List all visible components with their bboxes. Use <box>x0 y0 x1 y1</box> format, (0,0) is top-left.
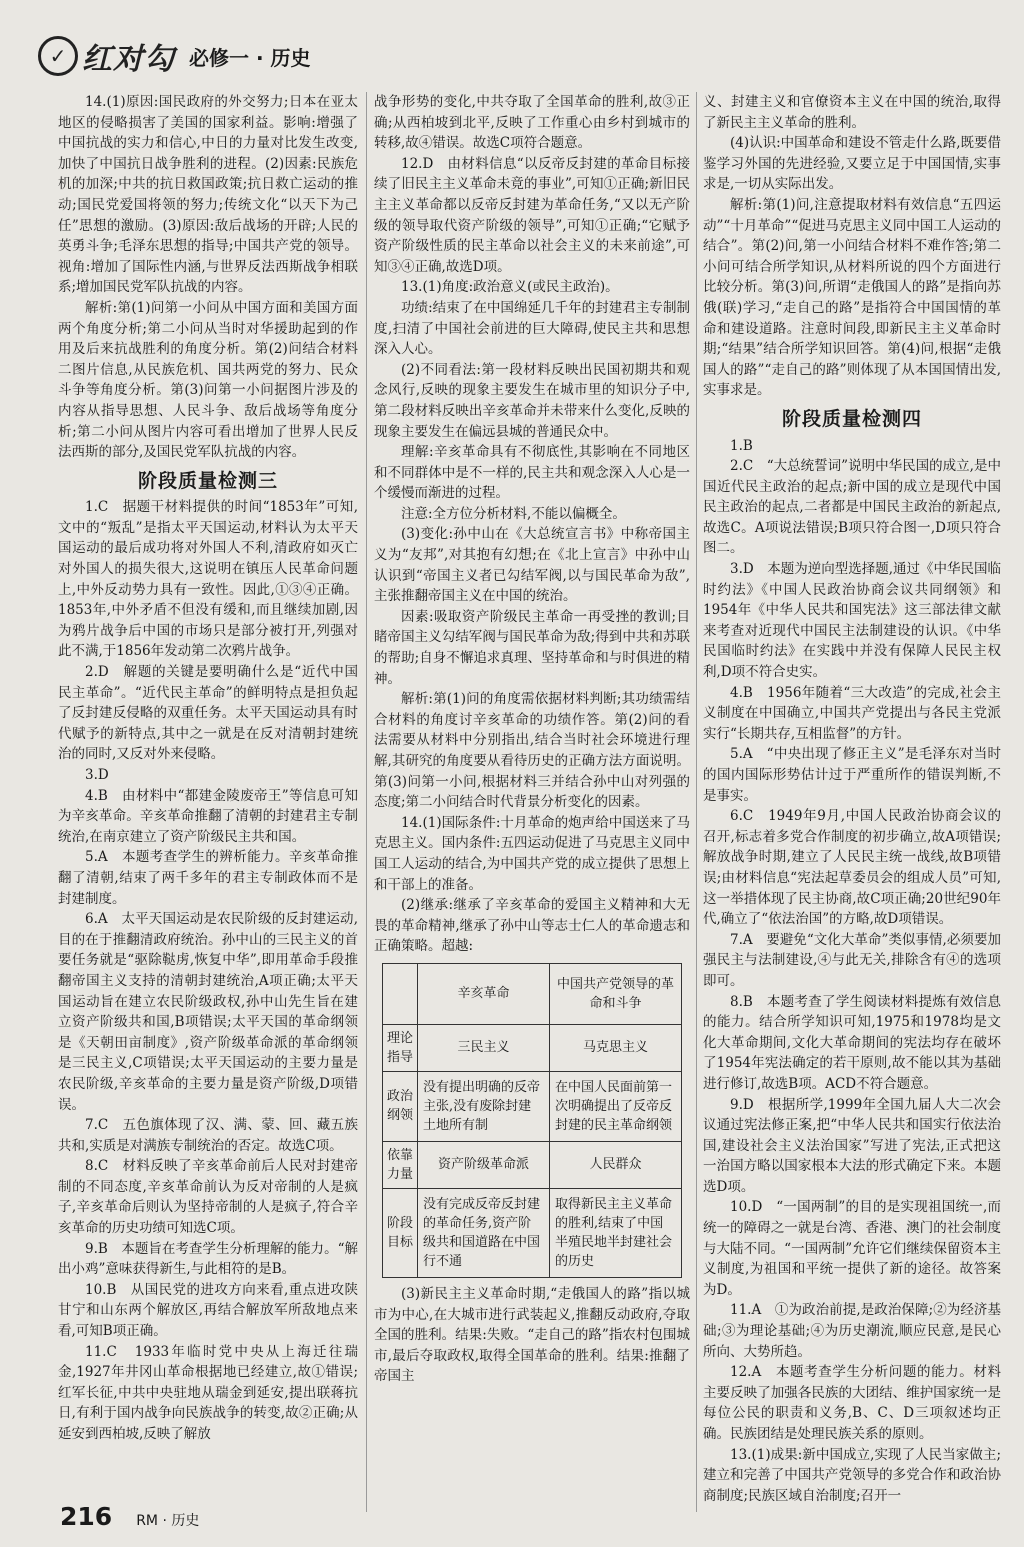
subject-title: 必修一 · 历史 <box>189 45 311 70</box>
answer-paragraph: 10.D “一国两制”的目的是实现祖国统一,而统一的障碍之一就是台湾、香港、澳门的社会制度与大陆不同。“一国两制”允许它们继续保留资本主义制度,为祖国和平统一提供了新的途径。故答案为D。 <box>703 1199 1001 1298</box>
table-row <box>383 1024 682 1071</box>
table-cell: 人民群众 <box>550 1141 682 1188</box>
analysis-paragraph: 解析:第(1)问第一小问从中国方面和美国方面两个角度分析;第二小问从当时对华援助起到的作用及后来抗战胜利的角度分析。第(2)问结合材料二图片信息,从民族危机、国共两党的努力、民众斗争等角度分析。第(3)问第一小问据图片涉及的内容从指导思想、人民斗争、敌后战场等角度分析;第二小问从图片内容可看出增加了世界人民反法西斯的部分,及国民党军队抗战的内容。 <box>58 299 358 461</box>
footer <box>60 1502 199 1531</box>
answer-paragraph: (2)继承:继承了辛亥革命的爱国主义精神和大无畏的革命精神,继承了孙中山等志士仁人的革命遗志和正确策略。超越: <box>374 897 690 955</box>
answer-paragraph: 因素:吸取资产阶级民主革命一再受挫的教训;目睹帝国主义勾结军阀与国民革命为敌;得到中共和苏联的帮助;自身不懈追求真理、坚持革命和与时俱进的精神。 <box>374 608 690 687</box>
answer-paragraph: 2.C “大总统誓词”说明中华民国的成立,是中国近代民主政治的起点;新中国的成立是现代中国民主政治的起点,二者都是中国民主政治的新起点,故选C。A项说法错误;B项只符合图一,D项只符合图二。 <box>703 458 1001 557</box>
answer-paragraph: 1.B <box>730 437 753 454</box>
answer-paragraph: 11.A ①为政治前提,是政治保障;②为经济基础;③为理论基础;④为历史潮流,顺应民意,是民心所向、大势所趋。 <box>703 1302 1001 1360</box>
answer-paragraph: 11.C 1933年临时党中央从上海迁往瑞金,1927年井冈山革命根据地已经建立,故①错误;红军长征,中共中央驻地从瑞金到延安,提出联蒋抗日,有利于国内战争向民族战争的转变,故②正确;从延安到西柏坡,反映了解放 <box>58 1343 358 1442</box>
answer-paragraph: 8.B 本题考查了学生阅读材料提炼有效信息的能力。结合所学知识可知,1975和1978均是文化大革命期间,文化大革命期间的宪法均存在破坏了1954年宪法确定的若干原则,故不能以其为基础进行修订,故选B项。ACD不符合题意。 <box>703 993 1001 1092</box>
column-left <box>58 92 358 1445</box>
table-row <box>383 1141 682 1188</box>
answer-paragraph: 战争形势的变化,中共夺取了全国革命的胜利,故③正确;从西柏坡到北平,反映了工作重心由乡村到城市的转移,故④错误。故选C项符合题意。 <box>374 94 690 152</box>
comparison-table <box>382 963 682 1278</box>
table-cell: 三民主义 <box>418 1024 550 1071</box>
table-row-header: 理论指导 <box>383 1024 418 1071</box>
checkmark-icon: ✓ <box>38 36 78 76</box>
answer-paragraph: 4.B 1956年随着“三大改造”的完成,社会主义制度在中国确立,中国共产党提出与各民主党派实行“长期共存,互相监督”的方针。 <box>703 684 1001 742</box>
answer-paragraph: 5.A “中央出现了修正主义”是毛泽东对当时的国内国际形势估计过于严重所作的错误判断,不是事实。 <box>703 746 1001 804</box>
header <box>38 28 311 84</box>
answer-paragraph: 13.(1)成果:新中国成立,实现了人民当家做主;建立和完善了中国共产党领导的多党合作和政治协商制度;民族区域自治制度;召开一 <box>703 1446 1001 1504</box>
table-row <box>383 1188 682 1277</box>
section-title: 阶段质量检测三 <box>137 469 278 492</box>
answer-paragraph: 理解:辛亥革命具有不彻底性,其影响在不同地区和不同群体中是不一样的,民主共和观念深入人心是一个缓慢而渐进的过程。 <box>374 444 690 502</box>
answer-paragraph: 注意:全方位分析材料,不能以偏概全。 <box>401 505 626 522</box>
answer-paragraph: (4)认识:中国革命和建设不管走什么路,既要借鉴学习外国的先进经验,又要立足于中国国情,实事求是,一切从实际出发。 <box>703 135 1001 193</box>
table-cell: 取得新民主主义革命的胜利,结束了中国半殖民地半封建社会的历史 <box>550 1188 682 1277</box>
table-column-header: 中国共产党领导的革命和斗争 <box>550 963 682 1024</box>
answer-paragraph: 义、封建主义和官僚资本主义在中国的统治,取得了新民主主义革命的胜利。 <box>703 94 1001 131</box>
answer-paragraph: 2.D 解题的关键是要明确什么是“近代中国民主革命”。“近代民主革命”的鲜明特点是担负起了反封建反侵略的双重任务。太平天国运动具有时代赋予的新特点,其中之一就是在反对清朝封建统治的同时,又反对外来侵略。 <box>58 664 358 763</box>
analysis-paragraph: 解析:第(1)问,注意提取材料有效信息“五四运动”“十月革命”“促进马克思主义同中国工人运动的结合”。第(2)问,第一小问结合材料不难作答;第二小问可结合所学知识,从材料所说的四个方面进行比较分析。第(3)问,所谓“走俄国人的路”是指向苏俄(联)学习,“走自己的路”是指符合中国国情的革命和建设道路。注意时间段,即新民主主义革命时期;“结果”结合所学知识回答。第(4)问,根据“走俄国人的路”“走自己的路”则体现了从本国国情出发,实事求是。 <box>703 196 1001 399</box>
answer-paragraph: (3)变化:孙中山在《大总统宣言书》中称帝国主义为“友邦”,对其抱有幻想;在《北上宣言》中孙中山认识到“帝国主义者已勾结军阀,以与国民革命为敌”,主张推翻帝国主义在中国的统治。 <box>374 526 690 605</box>
table-row-header: 阶段目标 <box>383 1188 418 1277</box>
logo <box>38 34 175 78</box>
table-row <box>383 1071 682 1141</box>
table-column-header: 辛亥革命 <box>418 963 550 1024</box>
column-divider <box>696 92 697 1512</box>
table-header-row <box>383 963 682 1024</box>
table-cell: 没有完成反帝反封建的革命任务,资产阶级共和国道路在中国行不通 <box>418 1188 550 1277</box>
answer-paragraph: 10.B 从国民党的进攻方向来看,重点进攻陕甘宁和山东两个解放区,再结合解放军所敌地点来看,可知B项正确。 <box>58 1281 358 1340</box>
section-title: 阶段质量检测四 <box>781 407 922 430</box>
answer-paragraph: 3.D <box>85 767 109 783</box>
analysis-paragraph: 解析:第(1)问的角度需依据材料判断;其功绩需结合材料的角度讨辛亥革命的功绩作答。第(2)问的看法需要从材料中分别指出,结合当时社会环境进行理解,其研究的角度要从看待历史的正确方法方面说明。第(3)问第一小问,根据材料三并结合孙中山对列强的态度;第二小问结合时代背景分析变化的因素。 <box>374 691 690 811</box>
table-cell: 马克思主义 <box>550 1024 682 1071</box>
answer-paragraph: 12.A 本题考查学生分析问题的能力。材料主要反映了加强各民族的大团结、维护国家统一是每位公民的职责和义务,B、C、D三项叙述均正确。民族团结是处理民族关系的原则。 <box>703 1364 1001 1442</box>
answer-paragraph: 7.C 五色旗体现了汉、满、蒙、回、藏五族共和,实质是对满族专制统治的否定。故选C项。 <box>58 1117 358 1154</box>
column-divider <box>366 92 367 1512</box>
logo-text: 红对勾 <box>82 42 175 77</box>
footer-label: RM · 历史 <box>136 1513 200 1529</box>
answer-paragraph: 1.C 据题干材料提供的时间“1853年”可知,文中的“叛乱”是指太平天国运动,材料认为太平天国运动的最后成功将对外国人不利,清政府如灭亡对外国人的损失很大,这说明在镇压人民革命问题上,中外反动势力具有一致性。因此,①③④正确。1853年,中外矛盾不但没有缓和,而且继续加剧,因为鸦片战争后中国的市场只是部分被打开,列强对此不满,于1856年发动第二次鸦片战争。 <box>58 499 358 660</box>
answer-paragraph: 9.D 根据所学,1999年全国九届人大二次会议通过宪法修正案,把“中华人民共和国实行依法治国,建设社会主义法治国家”写进了宪法,正式把这一治国方略以国家根本大法的形式确定下来。本题选D项。 <box>703 1096 1001 1195</box>
answer-paragraph: 8.C 材料反映了辛亥革命前后人民对封建帝制的不同态度,辛亥革命前认为反对帝制的人是疯子,辛亥革命后则认为坚持帝制的人是疯子,符合辛亥革命的历史功绩可知选C项。 <box>58 1158 358 1237</box>
answer-paragraph: 14.(1)原因:国民政府的外交努力;日本在亚太地区的侵略损害了美国的国家利益。影响:增强了中国抗战的实力和信心,中日的力量对比发生改变,加快了中国抗日战争胜利的进程。(2)因素:民族危机的加深;中共的抗日救国政策;抗日救亡运动的推动;国民党爱国将领的努力;传统文化“以天下为己任”思想的激励。(3)原因:敌后战场的开辟;人民的英勇斗争;毛泽东思想的指导;中国共产党的领导。视角:增加了国际性内涵,与世界反法西斯战争相联系;增加国民党军队抗战的内容。 <box>58 94 358 296</box>
answer-paragraph: 功绩:结束了在中国绵延几千年的封建君主专制制度,扫清了中国社会前进的巨大障碍,使民主共和思想深入人心。 <box>374 299 690 358</box>
answer-paragraph: (2)不同看法:第一段材料反映出民国初期共和观念风行,反映的现象主要发生在城市里的知识分子中,第二段材料反映出辛亥革命并未带来什么变化,反映的现象主要发生在偏远县城的普通民众中。 <box>374 361 690 440</box>
table-corner-cell <box>383 963 418 1024</box>
page-number: 216 <box>60 1502 113 1531</box>
table-row-header: 政治纲领 <box>383 1071 418 1141</box>
table-cell: 资产阶级革命派 <box>418 1141 550 1188</box>
answer-paragraph: 6.C 1949年9月,中国人民政治协商会议的召开,标志着多党合作制度的初步确立,故A项错误;解放战争时期,建立了人民民主统一战线,故B项错误;由材料信息“宪法起草委员会的组成人员”可知,这一举措体现了民主协商,故C项正确;20世纪90年代,确立了“依法治国”的方略,故D项错误。 <box>703 808 1001 928</box>
answer-paragraph: 12.D 由材料信息“以反帝反封建的革命目标接续了旧民主主义革命未竟的事业”,可知①正确;新旧民主主义革命都以反帝反封建为革命任务,“又以无产阶级的领导取代资产阶级的领导”,可知①正确;“它赋予资产阶级性质的民主革命以社会主义的未来前途”,可知③④正确,故选D项。 <box>374 155 690 275</box>
table-cell: 在中国人民面前第一次明确提出了反帝反封建的民主革命纲领 <box>550 1071 682 1141</box>
answer-paragraph: 9.B 本题旨在考查学生分析理解的能力。“解出小鸡”意味获得新生,与此相符的是B。 <box>58 1240 358 1278</box>
answer-paragraph: 7.A 要避免“文化大革命”类似事情,必须要加强民主与法制建设,④与此无关,排除含有④的选项即可。 <box>703 931 1001 989</box>
answer-paragraph: (3)新民主主义革命时期,“走俄国人的路”指以城市为中心,在大城市进行武装起义,推翻反动政府,夺取全国的胜利。结果:失败。“走自己的路”指农村包围城市,最后夺取政权,取得全国革命的胜利。结果:推翻了帝国主 <box>374 1285 690 1385</box>
table-cell: 没有提出明确的反帝主张,没有废除封建土地所有制 <box>418 1071 550 1141</box>
column-right <box>703 92 1001 1506</box>
column-middle <box>374 92 690 1387</box>
answer-paragraph: 4.B 由材料中“都建金陵废帝王”等信息可知为辛亥革命。辛亥革命推翻了清朝的封建君主专制统治,在南京建立了资产阶级民主共和国。 <box>58 787 358 845</box>
table-row-header: 依靠力量 <box>383 1141 418 1188</box>
answer-paragraph: 3.D 本题为逆向型选择题,通过《中华民国临时约法》《中国人民政治协商会议共同纲领》和1954年《中华人民共和国宪法》这三部法律文献来考查对近现代中国民主法制建设的认识。《中华民国临时约法》在实践中并没有保障人民民主权利,D项不符合史实。 <box>703 561 1001 681</box>
answer-paragraph: 5.A 本题考查学生的辨析能力。辛亥革命推翻了清朝,结束了两千多年的君主专制政体而不是封建制度。 <box>58 849 358 907</box>
answer-paragraph: 13.(1)角度:政治意义(或民主政治)。 <box>401 279 619 296</box>
answer-paragraph: 14.(1)国际条件:十月革命的炮声给中国送来了马克思主义。国内条件:五四运动促进了马克思主义同中国工人运动的结合,为中国共产党的成立提供了思想上和干部上的准备。 <box>374 814 690 893</box>
answer-paragraph: 6.A 太平天国运动是农民阶级的反封建运动,目的在于推翻清政府统治。孙中山的三民主义的首要任务就是“驱除鞑虏,恢复中华”,即用革命手段推翻帝国主义支持的清朝封建统治,A项正确;太平天国运动旨在建立农民阶级政权,孙中山先生旨在建立资产阶级共和国,B项错误;太平天国的革命纲领是《天朝田亩制度》,资产阶级革命派的革命纲领是三民主义,C项错误;太平天国运动的主要力量是农民阶级,辛亥革命的主要力量是资产阶级,D项错误。 <box>58 911 358 1113</box>
